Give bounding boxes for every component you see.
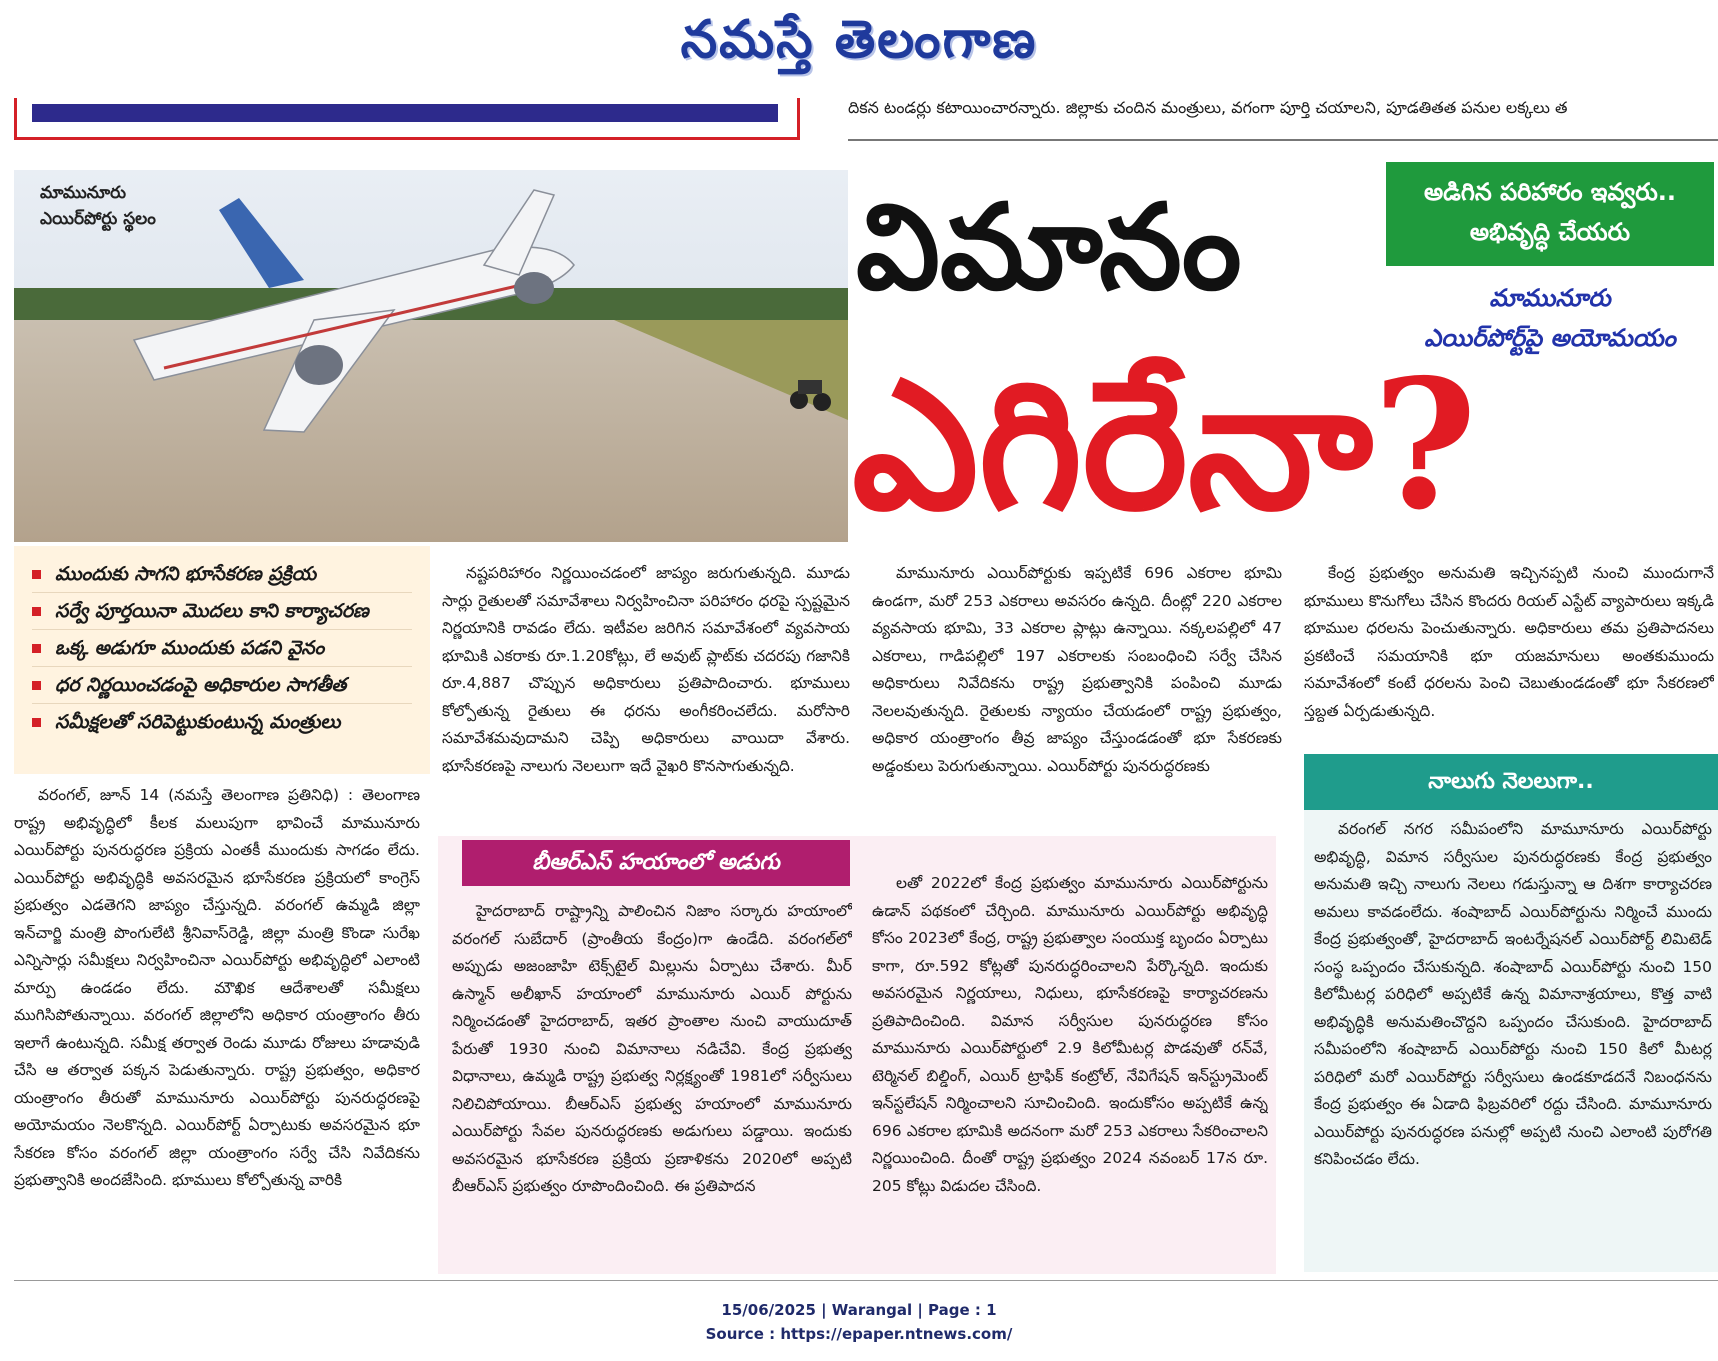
subheadline: మామునూరు ఎయిర్‌పోర్ట్‌పై అయోమయం xyxy=(1424,284,1676,352)
highlight-item: ధర నిర్ణయించడంపై అధికారుల సాగతీత xyxy=(32,667,412,704)
sidebar-brs-column-2: లతో 2022లో కేంద్ర ప్రభుత్వం మామునూరు ఎయిర్‌పోర్టును ఉడాన్ పథకంలో చేర్చింది. మామునూరు ఎయిర్‌పోర్టు అభివృద్ధి కోసం 2023లో కేంద్ర, రాష్ట్ర ప్రభుత్వాల సంయుక్త బృందం ఏర్పాటు కాగా, రూ.592 కోట్లతో పునరుద్ధరించాలని పేర్కొన్నది. ఇందుకు అవసరమైన నిర్ణయాలు, నిధులు, భూసేకరణపై కార్యాచరణను ప్రతిపాదించింది. విమాన సర్వీసుల పునరుద్ధరణ కోసం మామునూరు ఎయిర్‌పోర్టులో 2.9 కిలోమీటర్ల పొడవుతో రన్‌వే, టెర్మినల్ బిల్డింగ్, ఎయిర్ ట్రాఫిక్ కంట్రోల్, నేవిగేషన్ ఇన్‌స్ట్రుమెంట్ ఇన్‌స్టలేషన్ నిర్మించాలని సూచించింది. ఇందుకోసం అప్పటికే ఉన్న 696 ఎకరాల భూమికి అదనంగా మరో 253 ఎకరాలు సేకరించాలని నిర్ణయించింది. దీంతో రాష్ట్ర ప్రభుత్వం 2024 నవంబర్ 17న రూ. 205 కోట్లు విడుదల చేసింది. xyxy=(872,874,1268,1195)
article-column-3: మామునూరు ఎయిర్‌పోర్టుకు ఇప్పటికే 696 ఎకరాల భూమి ఉండగా, మరో 253 ఎకరాలు అవసరం ఉన్నది. దీంట్లో 220 ఎకరాల వ్యవసాయ భూమి, 33 ఎకరాల ప్లాట్లు ఉన్నాయి. నక్కలపల్లిలో 47 ఎకరాలు, గాడిపల్లిలో 197 ఎకరాలకు సంబంధించి సర్వే చేసిన అధికారులు నివేదికను రాష్ట్ర ప్రభుత్వానికి పంపించి మూడు నెలలవుతున్నది. రైతులకు న్యాయం చేయడంలో రాష్ట్ర ప్రభుత్వం, అధికార యంత్రాంగం తీవ్ర జాప్యం చేస్తుండడంతో భూ సేకరణకు అడ్డంకులు పెరుగుతున్నాయి. ఎయిర్‌పోర్టు పునరుద్ధరణకు xyxy=(872,564,1282,775)
photo-caption: మామునూరు ఎయిర్‌పోర్టు స్థలం xyxy=(40,183,156,229)
sidebar-brs-column-1: హైదరాబాద్ రాష్ట్రాన్ని పాలించిన నిజాం సర్కారు హయాంలో వరంగల్ సుబేదార్ (ప్రాంతీయ కేంద్రం)గా ఉండేది. వరంగల్‌లో అప్పుడు అజంజాహి టెక్స్‌టైల్ మిల్లును ఏర్పాటు చేశారు. మీర్ ఉస్మాన్ అలీఖాన్ హయాంలో మామునూరు ఎయిర్ పోర్టును నిర్మించడంతో హైదరాబాద్, ఇతర ప్రాంతాల నుంచి వాయుదూత్ పేరుతో 1930 నుంచి విమానాలు నడిచేవి. కేంద్ర ప్రభుత్వ విధానాలు, ఉమ్మడి రాష్ట్ర ప్రభుత్వ నిర్లక్ష్యంతో 1981లో సర్వీసులు నిలిచిపోయాయి. బీఆర్‌ఎస్ ప్రభుత్వ హయాంలో మామునూరు ఎయిర్‌పోర్టు సేవల పునరుద్ధరణకు అడుగులు పడ్డాయి. ఇందుకు అవసరమైన భూసేకరణ ప్రక్రియ ప్రణాళికను 2020లో అప్పటి బీఆర్‌ఎస్ ప్రభుత్వం రూపొందించింది. ఈ ప్రతిపాదన xyxy=(452,902,852,1195)
sidebar-brs-heading: బీఆర్‌ఎస్ హయాంలో అడుగు xyxy=(462,840,850,886)
green-kicker-box: అడిగిన పరిహారం ఇవ్వరు.. అభివృద్ధి చేయరు xyxy=(1386,162,1714,266)
highlight-item: సర్వే పూర్తయినా మొదలు కాని కార్యాచరణ xyxy=(32,593,412,630)
headline-line-1: విమానం xyxy=(856,177,1242,316)
highlight-item: ముందుకు సాగని భూసేకరణ ప్రక్రియ xyxy=(32,556,412,593)
sidebar-four-months-heading: నాలుగు నెలలుగా.. xyxy=(1304,754,1718,810)
footer-edition-info: 15/06/2025 | Warangal | Page : 1 xyxy=(721,1301,997,1319)
article-column-4: కేంద్ర ప్రభుత్వం అనుమతి ఇచ్చినప్పటి నుంచి ముందుగానే భూములు కొనుగోలు చేసిన కొందరు రియల్ ఎస్టేట్ వ్యాపారులు ఇక్కడి భూముల ధరలను పెంచుతున్నారు. అధికారులు తమ ప్రతిపాదనలు ప్రకటించే సమయానికి భూ యజమానులు అంతకుముందు సమావేశంలో కంటే ధరలను పెంచి చెబుతుండడంతో భూ సేకరణలో స్తబ్దత ఏర్పడుతున్నది. xyxy=(1304,564,1714,720)
highlights-box xyxy=(14,546,430,774)
masthead-blue-bar xyxy=(32,104,778,122)
article-column-2: నష్టపరిహారం నిర్ణయించడంలో జాప్యం జరుగుతున్నది. మూడు సార్లు రైతులతో సమావేశాలు నిర్వహించినా పరిహారం ధరపై స్పష్టమైన నిర్ణయానికి రావడం లేదు. ఇటీవల జరిగిన సమావేశంలో వ్యవసాయ భూమికి ఎకరాకు రూ.1.20కోట్లు, లే అవుట్ ప్లాట్‌కు చదరపు గజానికి రూ.4,887 చొప్పున అధికారులు ప్రతిపాదించారు. భూములు కోల్పోతున్న రైతులు ఈ ధరను అంగీకరించలేదు. మరోసారి సమావేశమవుదామని చెప్పి అధికారులు వాయిదా వేశారు. భూసేకరణపై నాలుగు నెలలుగా ఇదే వైఖరి కొనసాగుతున్నది. xyxy=(442,564,850,775)
previous-article-strip: దికన టండర్లు కటాయించారన్నారు. జిల్లాకు చందిన మంత్రులు, వగంగా పూర్తి చయాలని, పూడతితత పనుల లక్కలు త xyxy=(848,98,1568,117)
footer-divider xyxy=(14,1280,1718,1281)
article-column-1: వరంగల్, జూన్ 14 (నమస్తే తెలంగాణ ప్రతినిధి) : తెలంగాణ రాష్ట్ర అభివృద్ధిలో కీలక మలుపుగా భావించే మామునూరు ఎయిర్‌పోర్టు పునరుద్ధరణ ప్రక్రియ ఎంతకీ ముందుకు సాగడం లేదు. ఎయిర్‌పోర్టు అభివృద్ధికి అవసరమైన భూసేకరణ ప్రక్రియలో కాంగ్రెస్ ప్రభుత్వం ఎడతెగని జాప్యం చేస్తున్నది. వరంగల్ ఉమ్మడి జిల్లా ఇన్‌చార్జి మంత్రి పొంగులేటి శ్రీనివాస్‌రెడ్డి, జిల్లా మంత్రి కొండా సురేఖ ఎన్నిసార్లు సమీక్షలు నిర్వహించినా ఎయిర్‌పోర్టు అభివృద్ధిలో ఎలాంటి మార్పు ఉండడం లేదు. మౌఖిక ఆదేశాలతో సమీక్షలు ముగిసిపోతున్నాయి. వరంగల్ జిల్లాలోని అధికార యంత్రాంగం తీరు ఇలాగే ఉంటున్నది. సమీక్ష తర్వాత రెండు మూడు రోజులు హడావుడి చేసి ఆ తర్వాత పక్కన పెడుతున్నారు. రాష్ట్ర ప్రభుత్వం, అధికార యంత్రాంగం తీరుతో మామునూరు ఎయిర్‌పోర్టు పునరుద్ధరణపై అయోమయం నెలకొన్నది. ఎయిర్‌పోర్ట్ ఏర్పాటుకు అవసరమైన భూ సేకరణ కోసం వరంగల్ జిల్లా యంత్రాంగం సర్వే చేసి నివేదికను ప్రభుత్వానికి అందజేసింది. భూములు కోల్పోతున్న వారికి xyxy=(14,786,420,1189)
highlight-item: సమీక్షలతో సరిపెట్టుకుంటున్న మంత్రులు xyxy=(32,704,412,740)
sidebar-four-months-text: వరంగల్ నగర సమీపంలోని మామూనూరు ఎయిర్‌పోర్టు అభివృద్ధి, విమాన సర్వీసుల పునరుద్ధరణకు కేంద్ర ప్రభుత్వం అనుమతి ఇచ్చి నాలుగు నెలలు గడుస్తున్నా ఆ దిశగా కార్యాచరణ అమలు కావడంలేదు. శంషాబాద్ ఎయిర్‌పోర్టును నిర్మించే ముందు కేంద్ర ప్రభుత్వంతో, హైదరాబాద్ ఇంటర్నేషనల్ ఎయిర్‌పోర్ట్ లిమిటెడ్ సంస్థ ఒప్పందం చేసుకున్నది. శంషాబాద్ ఎయిర్‌పోర్టు నుంచి 150 కిలోమీటర్ల పరిధిలో అప్పటికే ఉన్న విమానాశ్రయాలు, కొత్త వాటి అభివృద్ధికి అనుమతించొద్దని ఒప్పందం చేసుకుంది. హైదరాబాద్ సమీపంలోని శంషాబాద్ ఎయిర్‌పోర్టు నుంచి 150 కిలో మీటర్ల పరిధిలో మరో ఎయిర్‌పోర్టు సర్వీసులు ఉండకూడదనే నిబంధనను కేంద్ర ప్రభుత్వం ఈ ఏడాది ఫిబ్రవరిలో రద్దు చేసింది. మామూనూరు ఎయిర్‌పోర్టు పునరుద్ధరణ పనుల్లో అప్పటి నుంచి ఎలాంటి పురోగతి కనిపించడం లేదు. xyxy=(1314,820,1712,1168)
highlight-item: ఒక్క అడుగూ ముందుకు పడని వైనం xyxy=(32,630,412,667)
footer-source-link[interactable]: Source : https://epaper.ntnews.com/ xyxy=(705,1325,1013,1343)
masthead-logo: నమస్తే తెలంగాణ xyxy=(680,9,1038,70)
arrow-left-icon xyxy=(848,138,1718,142)
headline-line-2: ఎగిరేనా? xyxy=(852,340,1478,549)
footer xyxy=(0,1298,1718,1346)
